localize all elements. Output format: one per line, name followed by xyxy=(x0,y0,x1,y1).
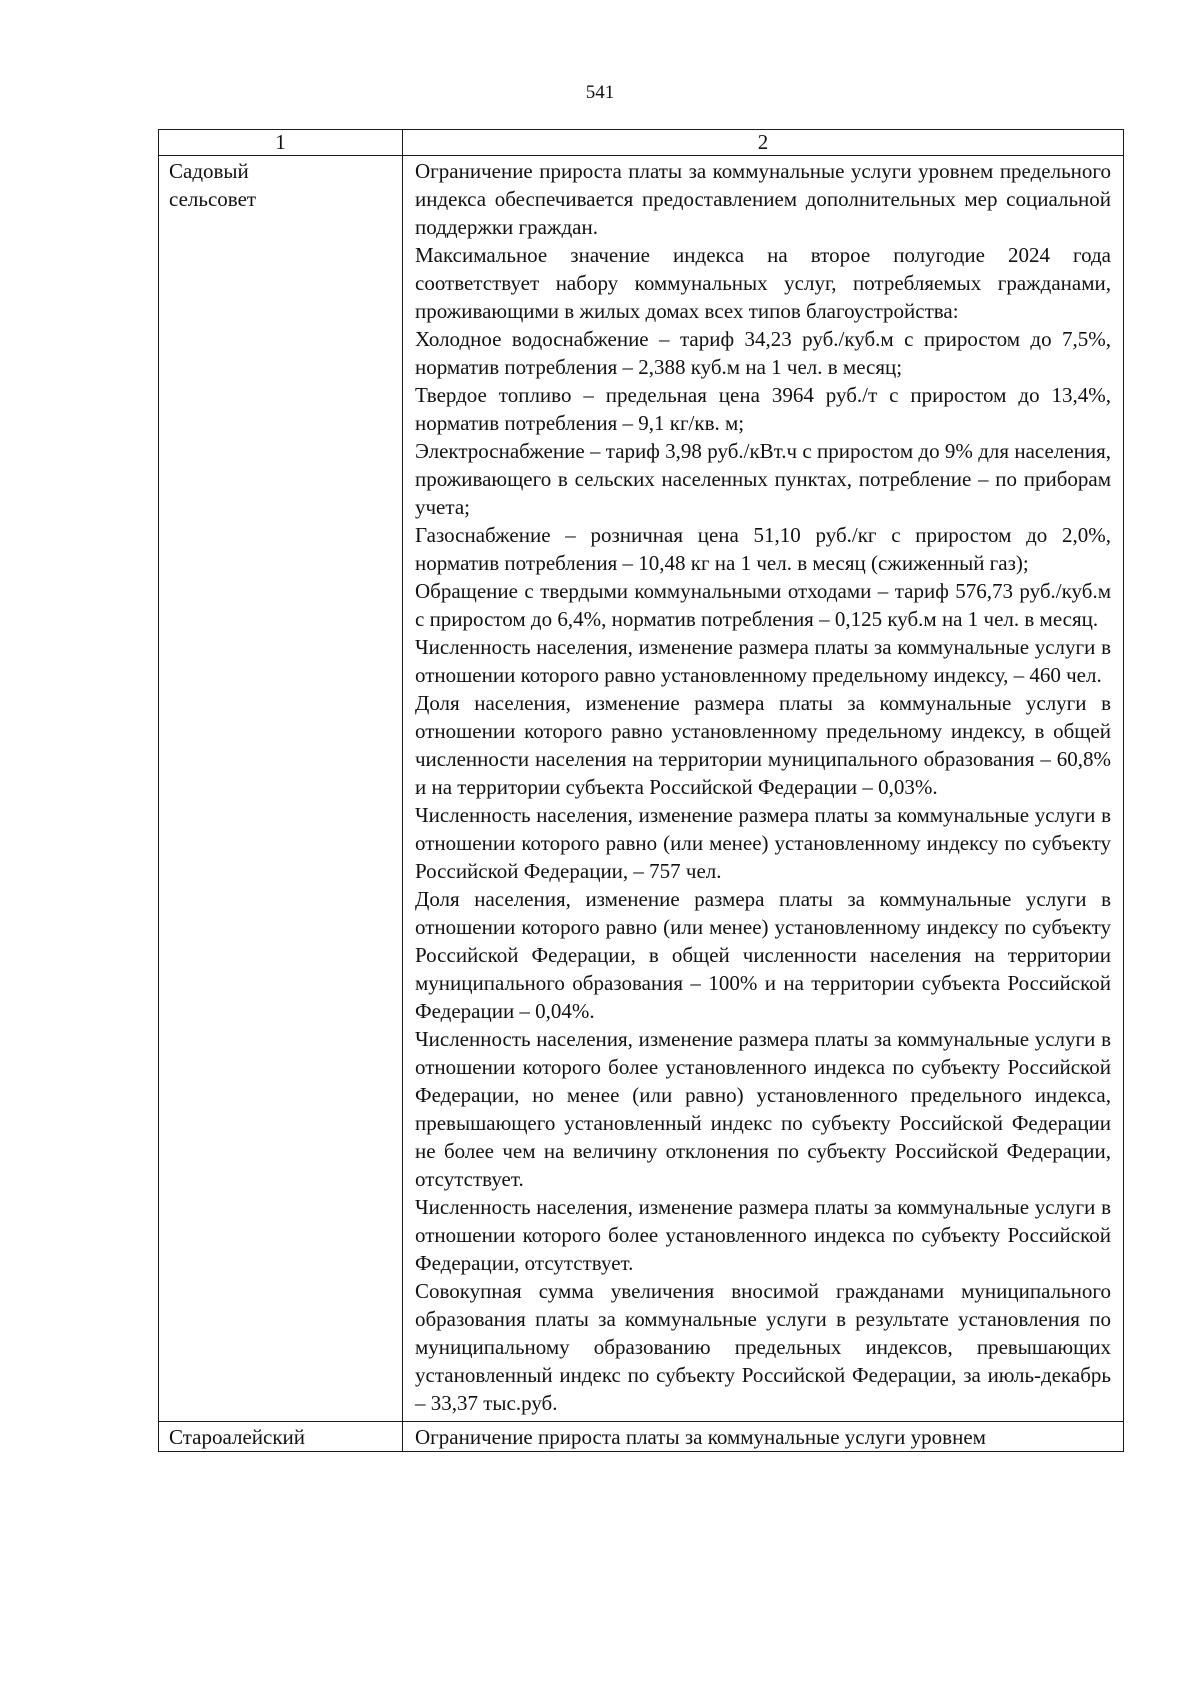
paragraph: Твердое топливо – предельная цена 3964 руб./т с приростом до 13,4%, норматив потребления – 9,1 кг/кв. м; xyxy=(415,383,1111,435)
paragraph: Ограничение прироста платы за коммунальные услуги уровнем предельного индекса обеспечивается предоставлением дополнительных мер социальной поддержки граждан. xyxy=(415,159,1111,239)
column-header-2: 2 xyxy=(403,130,1124,156)
paragraph: Максимальное значение индекса на второе полугодие 2024 года соответствует набору коммунальных услуг, потребляемых гражданами, проживающими в жилых домах всех типов благоустройства: xyxy=(415,243,1111,323)
municipality-name-line: Садовый xyxy=(169,159,249,183)
paragraph: Доля населения, изменение размера платы за коммунальные услуги в отношении которого равно (или менее) установленному индексу по субъекту Российской Федерации, в общей численности населения на территории муниципального образования – 100% и на территории субъекта Российской Федерации – 0,04%. xyxy=(415,887,1111,1023)
paragraph: Доля населения, изменение размера платы за коммунальные услуги в отношении которого равно установленному предельному индексу, в общей численности населения на территории муниципального образования – 60,8% и на территории субъекта Российской Федерации – 0,03%. xyxy=(415,691,1111,799)
municipality-name-cell xyxy=(159,1422,403,1452)
header-row xyxy=(159,130,1124,156)
description-cell xyxy=(403,156,1124,1422)
paragraph: Холодное водоснабжение – тариф 34,23 руб./куб.м с приростом до 7,5%, норматив потребления – 2,388 куб.м на 1 чел. в месяц; xyxy=(415,327,1111,379)
page-number: 541 xyxy=(585,82,615,103)
municipality-name-line: сельсовет xyxy=(169,187,257,211)
municipality-name-line: Староалейский xyxy=(169,1425,306,1449)
table-row xyxy=(159,156,1124,1422)
data-table xyxy=(158,129,1124,1452)
paragraph: Обращение с твердыми коммунальными отходами – тариф 576,73 руб./куб.м с приростом до 6,4%, норматив потребления – 0,125 куб.м на 1 чел. в месяц. xyxy=(415,579,1111,631)
paragraph: Численность населения, изменение размера платы за коммунальные услуги в отношении которого равно установленному предельному индексу, – 460 чел. xyxy=(415,635,1111,687)
paragraph: Численность населения, изменение размера платы за коммунальные услуги в отношении которого более установленного индекса по субъекту Российской Федерации, отсутствует. xyxy=(415,1195,1111,1275)
paragraph: Газоснабжение – розничная цена 51,10 руб./кг с приростом до 2,0%, норматив потребления – 10,48 кг на 1 чел. в месяц (сжиженный газ); xyxy=(415,523,1111,575)
description-cell xyxy=(403,1422,1124,1452)
table-row xyxy=(159,1422,1124,1452)
paragraph: Совокупная сумма увеличения вносимой гражданами муниципального образования платы за коммунальные услуги в результате установления по муниципальному образованию предельных индексов, превышающих установленный индекс по субъекту Российской Федерации, за июль-декабрь – 33,37 тыс.руб. xyxy=(415,1279,1111,1415)
paragraph: Численность населения, изменение размера платы за коммунальные услуги в отношении которого равно (или менее) установленному индексу по субъекту Российской Федерации, – 757 чел. xyxy=(415,803,1111,883)
municipality-name-cell xyxy=(159,156,403,1422)
paragraph: Электроснабжение – тариф 3,98 руб./кВт.ч с приростом до 9% для населения, проживающего в сельских населенных пунктах, потребление – по приборам учета; xyxy=(415,439,1111,519)
paragraph: Ограничение прироста платы за коммунальные услуги уровнем xyxy=(415,1425,986,1449)
paragraph: Численность населения, изменение размера платы за коммунальные услуги в отношении которого более установленного индекса по субъекту Российской Федерации, но менее (или равно) установленного предельного индекса, превышающего установленный индекс по субъекту Российской Федерации не более чем на величину отклонения по субъекту Российской Федерации, отсутствует. xyxy=(415,1027,1111,1191)
column-header-1: 1 xyxy=(159,130,403,156)
